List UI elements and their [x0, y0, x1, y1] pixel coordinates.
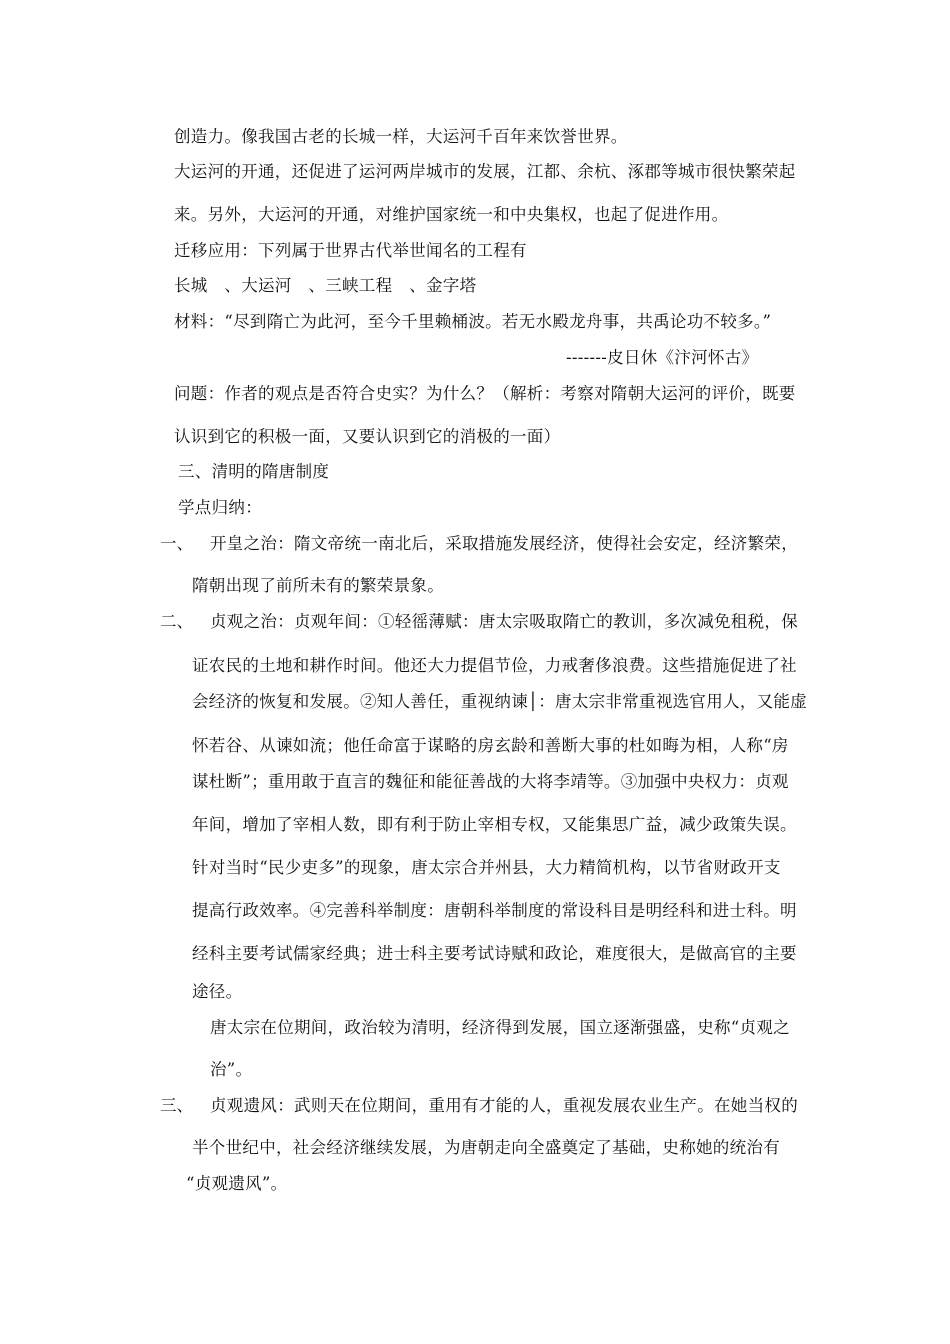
- text-line: 长城 、大运河 、三峡工程 、金字塔: [174, 276, 477, 295]
- text-line: 贞观遗风：武则天在位期间，重用有才能的人，重视发展农业生产。在她当权的: [210, 1096, 798, 1115]
- text-line: 大运河的开通，还促进了运河两岸城市的发展，江都、余杭、涿郡等城市很快繁荣起: [174, 162, 796, 181]
- section-heading: 三、清明的隋唐制度: [178, 462, 330, 481]
- text-line: 提高行政效率。④完善科举制度：唐朝科举制度的常设科目是明经科和进士科。明: [192, 901, 797, 920]
- text-line: 途径。: [192, 982, 243, 1001]
- text-line: 贞观之治：贞观年间：①轻徭薄赋：唐太宗吸取隋亡的教训，多次减免租税，保: [210, 612, 798, 631]
- list-marker: 一、: [160, 534, 193, 553]
- text-line: 问题：作者的观点是否符合史实？为什么？（解析：考察对隋朝大运河的评价，既要: [174, 384, 796, 403]
- text-line: 学点归纳：: [178, 498, 262, 517]
- text-line: 来。另外，大运河的开通，对维护国家统一和中央集权，也起了促进作用。: [174, 205, 729, 224]
- text-line: 怀若谷、从谏如流；他任命富于谋略的房玄龄和善断大事的杜如晦为相，人称“房: [192, 736, 789, 755]
- text-line: “贞观遗风”。: [186, 1174, 288, 1193]
- text-line: 针对当时“民少吏多”的现象，唐太宗合并州县，大力精简机构，以节省财政开支: [192, 858, 781, 877]
- text-line: 谋杜断”；重用敢于直言的魏征和能征善战的大将李靖等。③加强中央权力：贞观: [192, 772, 789, 791]
- text-line: 开皇之治：隋文帝统一南北后，采取措施发展经济，使得社会安定，经济繁荣，: [210, 534, 798, 553]
- text-line: 治”。: [210, 1060, 253, 1079]
- text-line: 认识到它的积极一面，又要认识到它的消极的一面）: [174, 427, 561, 446]
- list-marker: 三、: [160, 1096, 193, 1115]
- text-line: 创造力。像我国古老的长城一样，大运河千百年来饮誉世界。: [174, 127, 628, 146]
- text-line: 材料：“尽到隋亡为此河，至今千里赖桶波。若无水殿龙舟事，共禹论功不较多。”: [174, 312, 772, 331]
- text-line: 会经济的恢复和发展。②知人善任，重视纳谏│：唐太宗非常重视选官用人，又能虚: [192, 692, 808, 711]
- text-line: 唐太宗在位期间，政治较为清明，经济得到发展，国立逐渐强盛，史称“贞观之: [210, 1018, 790, 1037]
- text-line: 半个世纪中，社会经济继续发展，为唐朝走向全盛奠定了基础，史称她的统治有: [192, 1138, 780, 1157]
- text-line: 年间，增加了宰相人数，即有利于防止宰相专权，又能集思广益，减少政策失误。: [192, 815, 797, 834]
- text-line: 经科主要考试儒家经典；进士科主要考试诗赋和政论，难度很大，是做高官的主要: [192, 944, 797, 963]
- text-line: 迁移应用：下列属于世界古代举世闻名的工程有: [174, 241, 527, 260]
- text-line-attribution: -------皮日休《汴河怀古》: [566, 348, 759, 367]
- text-line: 证农民的土地和耕作时间。他还大力提倡节俭，力戒奢侈浪费。这些措施促进了社: [192, 656, 797, 675]
- text-line: 隋朝出现了前所未有的繁荣景象。: [192, 576, 444, 595]
- list-marker: 二、: [160, 612, 193, 631]
